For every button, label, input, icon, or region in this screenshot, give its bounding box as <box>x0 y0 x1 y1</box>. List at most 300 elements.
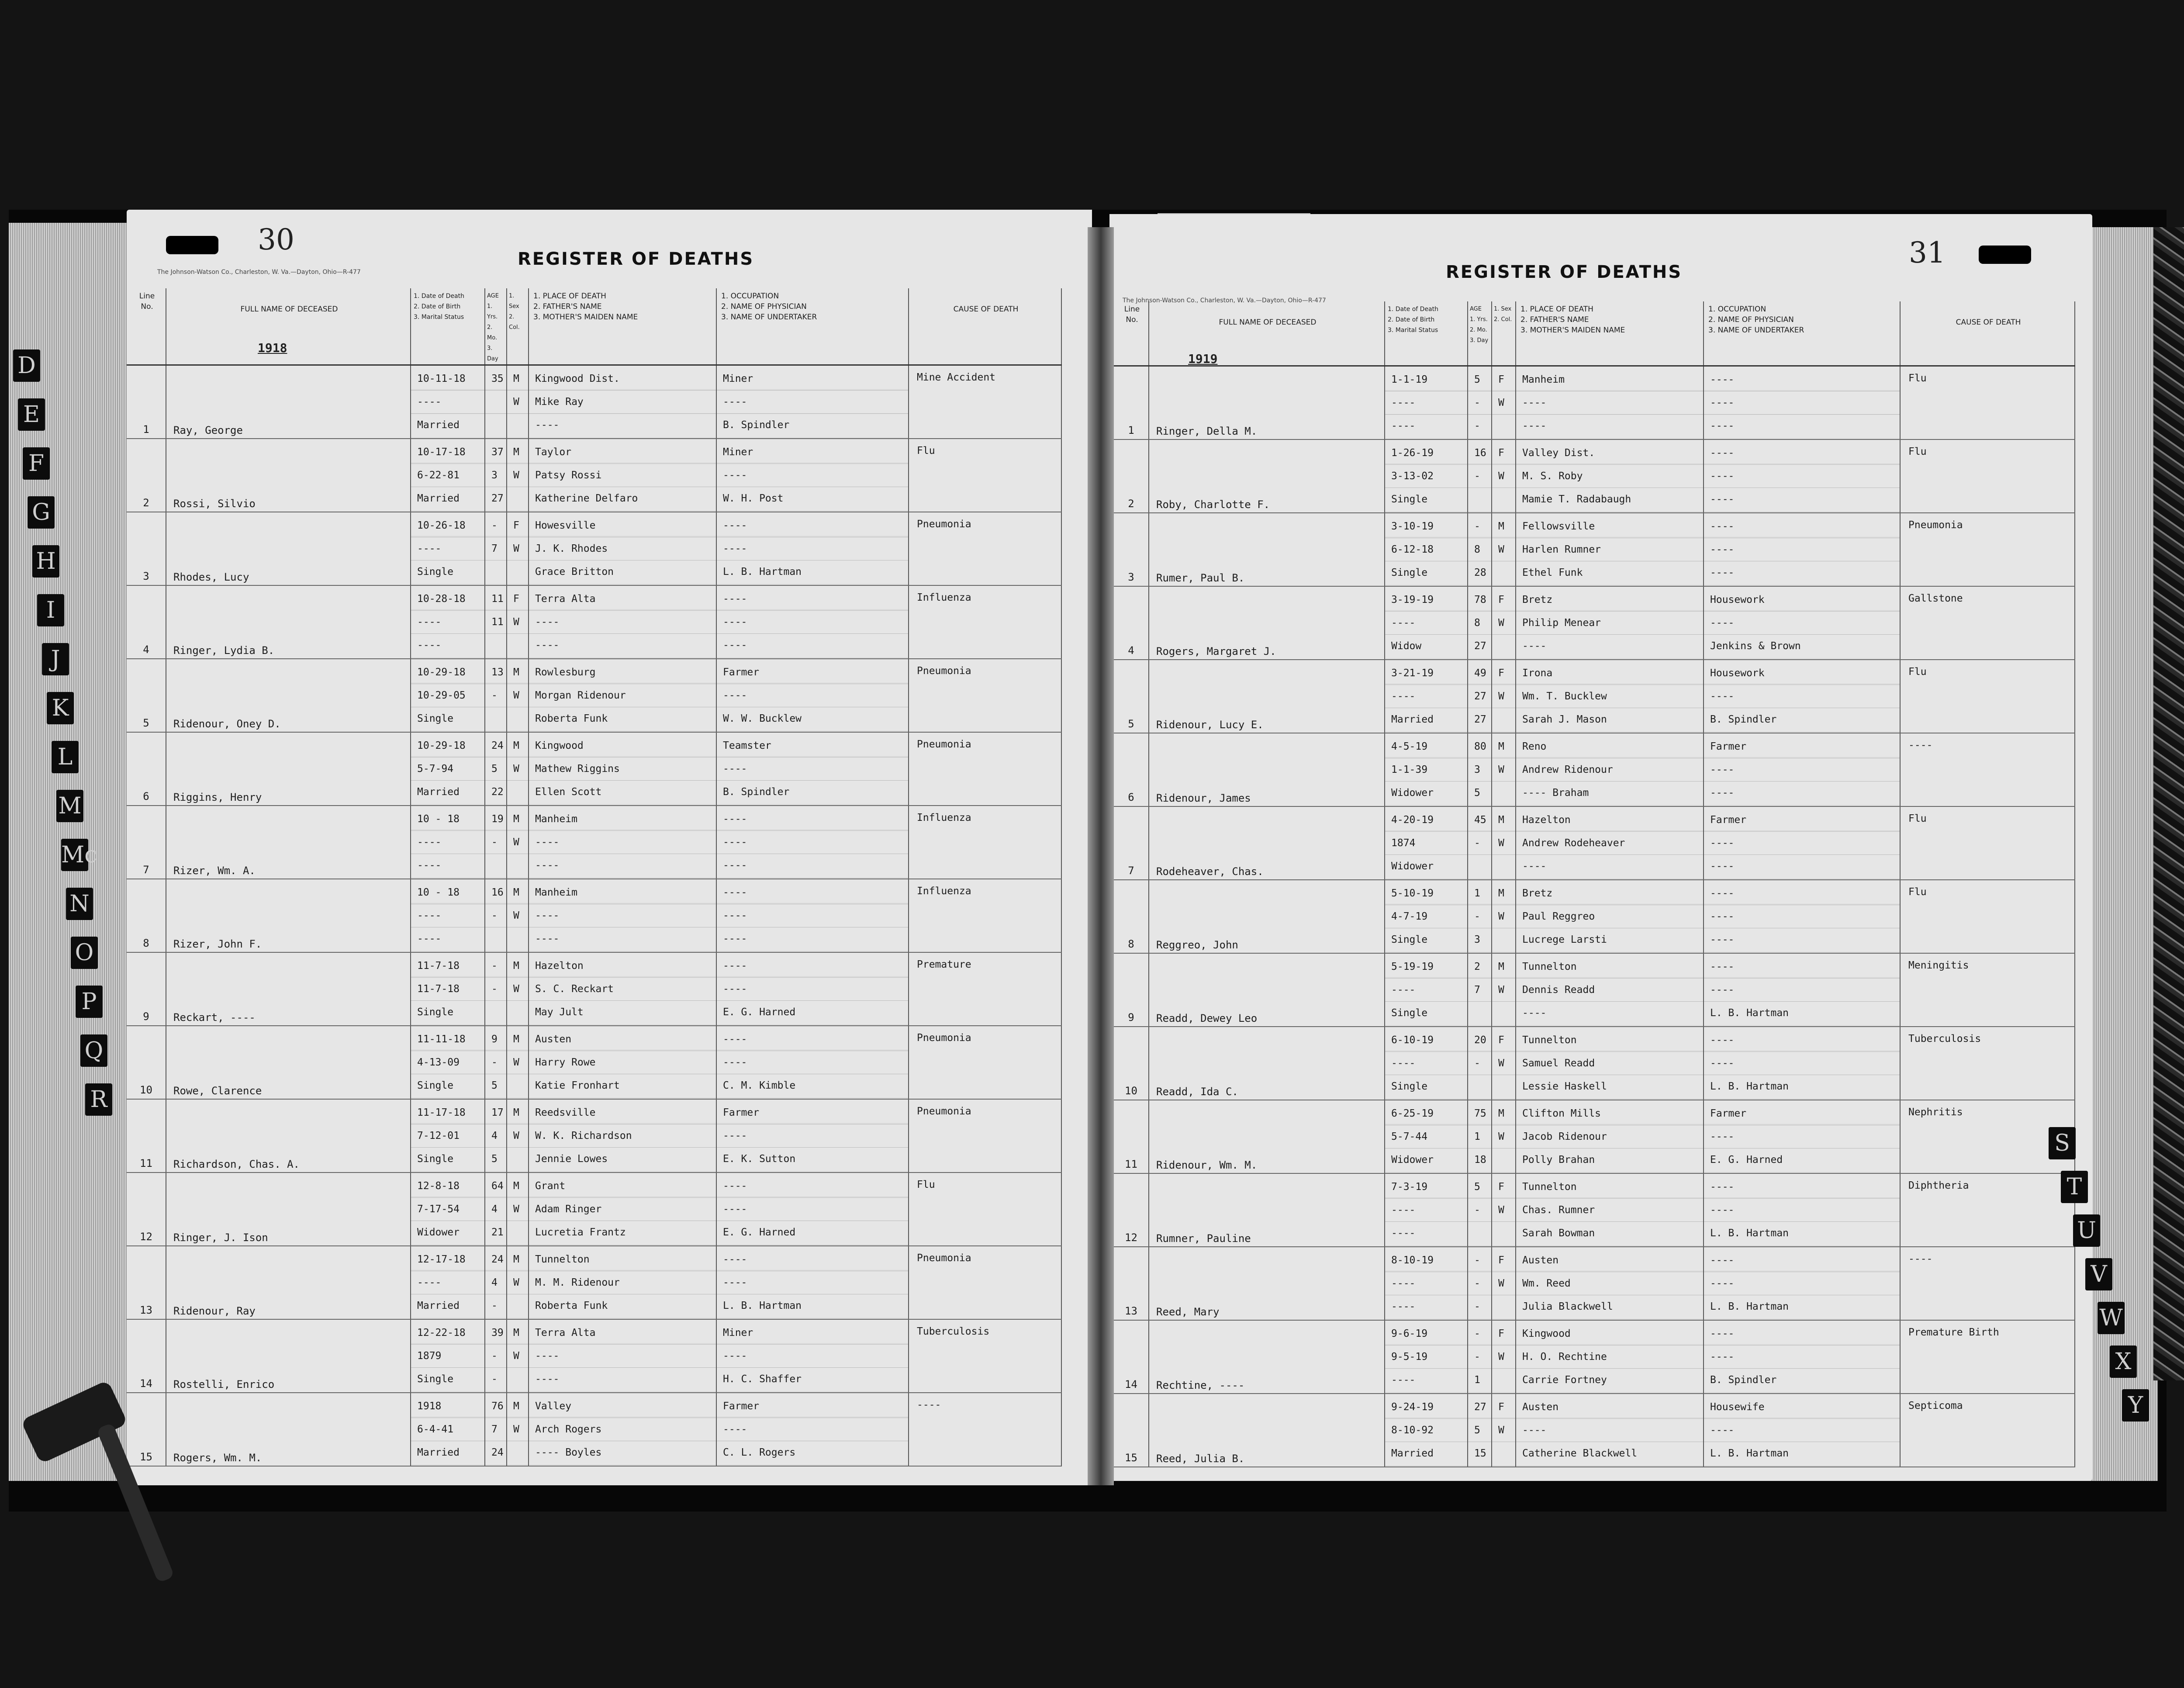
line-number: 3 <box>1128 571 1134 583</box>
place-parent-field: Mathew Riggins <box>529 758 716 781</box>
place-parent-field: Harry Rowe <box>529 1051 716 1074</box>
occupation-physician-field: B. Spindler <box>723 786 790 798</box>
age-field: 24 <box>491 1447 504 1458</box>
age-field <box>1468 1002 1491 1024</box>
age-field: 22 <box>491 786 504 798</box>
place-parent-field: Wm. T. Bucklew <box>1516 685 1703 708</box>
occupation-physician-field: ---- <box>717 1418 908 1441</box>
sex-color-field <box>507 414 528 436</box>
age-field: 11 <box>485 611 506 634</box>
age-field: 5 <box>491 1080 498 1091</box>
sex-color-field: W <box>1492 758 1515 782</box>
occupation-physician-field: Jenkins & Brown <box>1710 640 1801 652</box>
occupation-physician-field: Farmer <box>717 1395 908 1418</box>
age-field: 1 <box>1474 1374 1480 1386</box>
place-parent-field: Philip Menear <box>1516 612 1703 635</box>
sex-color-field: W <box>1492 612 1515 635</box>
place-parent-field: Samuel Readd <box>1516 1052 1703 1075</box>
age-field: - <box>485 904 506 927</box>
date-field: 3-13-02 <box>1385 465 1467 488</box>
date-field: 10-28-18 <box>411 588 484 611</box>
index-tab-m[interactable]: M <box>56 790 83 822</box>
age-field: 35 <box>485 367 506 391</box>
sex-color-field <box>1492 1222 1515 1245</box>
index-tab-r[interactable]: R <box>85 1083 112 1116</box>
sex-color-field: W <box>507 684 528 707</box>
place-parent-field: Ethel Funk <box>1522 567 1583 578</box>
sex-color-field: F <box>1492 1029 1515 1052</box>
sex-color-field <box>507 1148 528 1170</box>
date-field: ---- <box>1391 1374 1416 1386</box>
sex-color-field <box>1492 855 1515 878</box>
index-tab-d[interactable]: D <box>13 349 40 382</box>
occupation-physician-field: Housewife <box>1704 1396 1900 1419</box>
date-field: 6-12-18 <box>1385 538 1467 561</box>
right-register-page <box>1109 214 2092 1481</box>
age-field: - <box>491 1300 498 1311</box>
cause-of-death: Septicoma <box>1908 1400 1963 1411</box>
index-tab-s[interactable]: S <box>2049 1127 2076 1159</box>
deceased-name: Reggreo, John <box>1156 939 1238 951</box>
age-field: 16 <box>1468 442 1491 465</box>
header-age: AGE 1. Yrs. 2. Mo. 3. Day <box>485 288 507 365</box>
place-parent-field: Ellen Scott <box>535 786 602 798</box>
place-parent-field: Polly Brahan <box>1522 1154 1595 1166</box>
occupation-physician-field: C. L. Rogers <box>723 1447 796 1458</box>
marbled-edge <box>2153 227 2184 1380</box>
date-field: 6-4-41 <box>411 1418 484 1441</box>
date-field: Married <box>1391 714 1434 725</box>
cause-of-death: Premature Birth <box>1908 1327 1999 1338</box>
age-field: - <box>1468 1052 1491 1075</box>
occupation-physician-field: ---- <box>717 611 908 634</box>
line-number: 2 <box>1128 498 1134 510</box>
age-field: - <box>485 978 506 1001</box>
line-number: 11 <box>1125 1158 1137 1170</box>
sex-color-field <box>1492 1295 1515 1318</box>
date-field: 7-17-54 <box>411 1198 484 1221</box>
occupation-physician-field: ---- <box>717 1175 908 1198</box>
sex-color-field: W <box>1492 685 1515 708</box>
age-field: 49 <box>1468 662 1491 685</box>
occupation-physician-field: ---- <box>1704 1346 1900 1369</box>
place-parent-field: ---- <box>535 640 560 651</box>
page-title: REGISTER OF DEATHS <box>1446 262 1683 282</box>
sex-color-field <box>507 927 528 950</box>
sex-color-field: W <box>1492 1272 1515 1295</box>
age-field <box>1468 488 1491 511</box>
deceased-name: Ridenour, Ray <box>173 1305 256 1317</box>
register-entry-row <box>127 1319 1061 1393</box>
age-field: 16 <box>485 881 506 904</box>
place-parent-field: Lucretia Frantz <box>535 1227 626 1238</box>
age-field <box>485 634 506 657</box>
date-field: Widower <box>1391 861 1434 872</box>
place-parent-field: Kingwood Dist. <box>529 367 716 391</box>
place-parent-field: Irona <box>1516 662 1703 685</box>
date-field: ---- <box>1391 1228 1416 1239</box>
date-field: ---- <box>1385 612 1467 635</box>
age-field <box>485 1001 506 1024</box>
age-field: 76 <box>485 1395 506 1418</box>
deceased-name: Ringer, Lydia B. <box>173 644 275 657</box>
age-field: 39 <box>485 1321 506 1345</box>
cause-of-death: Gallstone <box>1908 593 1963 604</box>
index-tab-w[interactable]: W <box>2098 1302 2125 1334</box>
place-parent-field: ---- <box>529 904 716 927</box>
index-tab-y[interactable]: Y <box>2122 1389 2149 1422</box>
age-field: 24 <box>485 1248 506 1271</box>
age-field: 13 <box>485 661 506 684</box>
place-parent-field: Reedsville <box>529 1101 716 1124</box>
cause-of-death: Pneumonia <box>1908 519 1963 531</box>
sex-color-field: F <box>1492 442 1515 465</box>
index-tab-v[interactable]: V <box>2085 1258 2112 1290</box>
place-parent-field: Valley Dist. <box>1516 442 1703 465</box>
cause-of-death: Flu <box>1908 373 1927 384</box>
place-parent-field: ---- <box>1522 420 1547 432</box>
deceased-name: Rechtine, ---- <box>1156 1379 1245 1391</box>
date-field: ---- <box>411 904 484 927</box>
age-field: 45 <box>1468 809 1491 832</box>
publisher-note: The Johnson-Watson Co., Charleston, W. Va.—Dayton, Ohio—R-477 <box>1123 297 1326 304</box>
age-field <box>1468 1075 1491 1098</box>
year-label: 1919 <box>1188 352 1218 366</box>
sex-color-field <box>507 487 528 510</box>
age-field: 19 <box>485 808 506 831</box>
register-entry-row <box>1114 733 2075 806</box>
place-parent-field: ---- <box>529 831 716 854</box>
occupation-physician-field: B. Spindler <box>1710 1374 1777 1386</box>
date-field: Single <box>1391 1081 1428 1092</box>
deceased-name: Rowe, Clarence <box>173 1085 262 1097</box>
date-field: ---- <box>1391 1301 1416 1312</box>
cause-of-death: Pneumonia <box>917 519 971 530</box>
age-field <box>485 414 506 436</box>
sex-color-field <box>1492 1002 1515 1024</box>
date-field: ---- <box>411 537 484 560</box>
line-number: 5 <box>143 717 149 729</box>
index-tab-f[interactable]: F <box>23 447 50 480</box>
line-number: 8 <box>1128 938 1134 950</box>
index-tab-n[interactable]: N <box>66 888 93 920</box>
index-tab-t[interactable]: T <box>2061 1171 2088 1203</box>
place-parent-field: H. O. Rechtine <box>1516 1346 1703 1369</box>
sex-color-field <box>1492 1148 1515 1171</box>
sex-color-field: W <box>1492 465 1515 488</box>
date-field: 10 - 18 <box>411 881 484 904</box>
age-field <box>485 560 506 583</box>
index-tab-o[interactable]: O <box>71 937 98 969</box>
date-field: 8-10-19 <box>1385 1249 1467 1272</box>
age-field: 27 <box>1468 685 1491 708</box>
date-field: ---- <box>411 831 484 854</box>
occupation-physician-field: ---- <box>717 1124 908 1148</box>
date-field: Single <box>1391 494 1428 505</box>
index-tab-q[interactable]: Q <box>80 1034 107 1067</box>
date-field: Single <box>417 1080 454 1091</box>
date-field: 9-5-19 <box>1385 1346 1467 1369</box>
cause-of-death: Meningitis <box>1908 960 1969 971</box>
cause-of-death: Pneumonia <box>917 1252 971 1264</box>
cause-of-death: Flu <box>1908 886 1927 898</box>
sex-color-field <box>507 1294 528 1317</box>
date-field: 12-17-18 <box>411 1248 484 1271</box>
sex-color-field: M <box>507 441 528 464</box>
place-parent-field: Grace Britton <box>535 566 614 578</box>
sex-color-field <box>507 1441 528 1464</box>
deceased-name: Rostelli, Enrico <box>173 1378 275 1391</box>
occupation-physician-field: ---- <box>1704 1029 1900 1052</box>
sex-color-field: M <box>1492 1102 1515 1125</box>
line-number: 7 <box>1128 865 1134 877</box>
sex-color-field: M <box>507 661 528 684</box>
date-field: 4-20-19 <box>1385 809 1467 832</box>
date-field: 11-7-18 <box>411 955 484 978</box>
deceased-name: Rogers, Wm. M. <box>173 1452 262 1464</box>
cause-of-death: Tuberculosis <box>917 1326 990 1337</box>
line-number: 8 <box>143 937 149 949</box>
date-field: 11-11-18 <box>411 1028 484 1051</box>
index-tab-u[interactable]: U <box>2073 1214 2100 1247</box>
deceased-name: Ridenour, James <box>1156 792 1251 804</box>
date-field: ---- <box>1385 1199 1467 1222</box>
occupation-physician-field: E. G. Harned <box>723 1007 796 1018</box>
age-field: 75 <box>1468 1102 1491 1125</box>
sex-color-field: F <box>1492 662 1515 685</box>
age-field: 5 <box>491 1153 498 1165</box>
age-field: - <box>1468 391 1491 415</box>
age-field: - <box>1468 1199 1491 1222</box>
line-number: 12 <box>1125 1231 1137 1244</box>
date-field: 10-11-18 <box>411 367 484 391</box>
sex-color-field: F <box>1492 1249 1515 1272</box>
cause-of-death: Influenza <box>917 886 971 897</box>
place-parent-field: Tunnelton <box>1516 1029 1703 1052</box>
occupation-physician-field: ---- <box>1704 905 1900 928</box>
header-place: 1. PLACE OF DEATH 2. FATHER'S NAME 3. MOTHER'S MAIDEN NAME <box>1516 301 1704 366</box>
place-parent-field: ---- <box>535 933 560 944</box>
line-number: 4 <box>143 643 149 656</box>
line-number: 7 <box>143 864 149 876</box>
place-parent-field: Terra Alta <box>529 588 716 611</box>
cause-of-death: Pneumonia <box>917 1032 971 1044</box>
index-tab-h[interactable]: H <box>32 545 59 578</box>
sex-color-field: W <box>1492 1199 1515 1222</box>
sex-color-field <box>1492 635 1515 657</box>
age-field: - <box>1468 1272 1491 1295</box>
place-parent-field: Tunnelton <box>529 1248 716 1271</box>
line-number: 12 <box>140 1231 152 1243</box>
date-field: Single <box>417 1007 454 1018</box>
sex-color-field: M <box>507 955 528 978</box>
line-number: 14 <box>140 1377 152 1390</box>
occupation-physician-field: ---- <box>717 391 908 414</box>
date-field: 6-25-19 <box>1385 1102 1467 1125</box>
cause-of-death: Flu <box>917 445 935 457</box>
sex-color-field <box>1492 1075 1515 1098</box>
age-field: - <box>1468 1249 1491 1272</box>
sex-color-field: M <box>1492 735 1515 758</box>
sex-color-field: W <box>507 1198 528 1221</box>
date-field: Married <box>417 419 460 431</box>
sex-color-field <box>1492 708 1515 731</box>
occupation-physician-field: ---- <box>717 1345 908 1368</box>
line-number: 10 <box>1125 1085 1137 1097</box>
line-number: 2 <box>143 497 149 509</box>
sex-color-field: W <box>507 1051 528 1074</box>
cause-of-death: Influenza <box>917 592 971 603</box>
sex-color-field: F <box>507 514 528 537</box>
age-field: 7 <box>485 537 506 560</box>
sex-color-field <box>1492 1369 1515 1391</box>
register-entry-row <box>127 732 1061 806</box>
date-field: Widow <box>1391 640 1422 652</box>
sex-color-field <box>507 854 528 877</box>
date-field: 8-10-92 <box>1385 1419 1467 1442</box>
sex-color-field: W <box>507 1271 528 1294</box>
sex-color-field <box>1492 488 1515 511</box>
occupation-physician-field: ---- <box>1710 494 1735 505</box>
age-field: 21 <box>491 1227 504 1238</box>
age-field <box>1468 855 1491 878</box>
place-parent-field: ---- Braham <box>1522 787 1589 799</box>
register-entry-row <box>1114 1394 2075 1467</box>
occupation-physician-field: ---- <box>1710 420 1735 432</box>
index-tab-l[interactable]: L <box>52 741 79 773</box>
age-field: 4 <box>485 1124 506 1148</box>
index-tab-p[interactable]: P <box>76 986 103 1018</box>
age-field: 1 <box>1468 882 1491 905</box>
date-field: ---- <box>411 1271 484 1294</box>
age-field <box>1468 1222 1491 1245</box>
date-field: 10-29-18 <box>411 661 484 684</box>
sex-color-field <box>507 560 528 583</box>
sex-color-field: W <box>507 537 528 560</box>
age-field <box>485 854 506 877</box>
date-field: Single <box>417 566 454 578</box>
occupation-physician-field: W. H. Post <box>723 493 784 504</box>
index-tab-e[interactable]: E <box>18 398 45 431</box>
age-field: - <box>485 831 506 854</box>
sex-color-field <box>1492 561 1515 584</box>
date-field: 10 - 18 <box>411 808 484 831</box>
date-field: Married <box>1391 1448 1434 1459</box>
place-parent-field: ---- Boyles <box>535 1447 602 1458</box>
page-title: REGISTER OF DEATHS <box>518 249 754 269</box>
age-field: 18 <box>1474 1154 1486 1166</box>
sex-color-field: W <box>1492 1125 1515 1148</box>
occupation-physician-field: ---- <box>717 978 908 1001</box>
year-label: 1918 <box>258 341 287 355</box>
sex-color-field: M <box>507 808 528 831</box>
deceased-name: Rizer, Wm. A. <box>173 865 256 877</box>
header-dates: 1. Date of Death 2. Date of Birth 3. Marital Status <box>1385 301 1468 366</box>
age-field: - <box>1468 1346 1491 1369</box>
index-tab-i[interactable]: I <box>37 594 64 626</box>
header-place: 1. PLACE OF DEATH 2. FATHER'S NAME 3. MOTHER'S MAIDEN NAME <box>529 288 716 365</box>
age-field: 8 <box>1468 538 1491 561</box>
occupation-physician-field: ---- <box>1710 861 1735 872</box>
age-field: 28 <box>1474 567 1486 578</box>
header-line-no: Line No. <box>1114 301 1149 366</box>
place-parent-field: Terra Alta <box>529 1321 716 1345</box>
date-field: Single <box>417 1153 454 1165</box>
place-parent-field: Jacob Ridenour <box>1516 1125 1703 1148</box>
index-tab-x[interactable]: X <box>2110 1346 2137 1378</box>
cause-of-death: ---- <box>1908 740 1933 751</box>
sex-color-field: M <box>507 734 528 758</box>
sex-color-field: W <box>1492 538 1515 561</box>
place-parent-field: ---- <box>1516 391 1703 415</box>
age-field: 27 <box>1474 640 1486 652</box>
date-field: Single <box>417 713 454 724</box>
register-entry-row <box>127 659 1061 732</box>
occupation-physician-field: ---- <box>1710 787 1735 799</box>
date-field: Single <box>1391 1007 1428 1019</box>
sex-color-field: F <box>507 588 528 611</box>
place-parent-field: Valley <box>529 1395 716 1418</box>
line-number: 14 <box>1125 1378 1137 1391</box>
place-parent-field: Sarah J. Mason <box>1522 714 1607 725</box>
sex-color-field <box>1492 415 1515 437</box>
date-field: ---- <box>417 860 442 871</box>
index-tab-mc[interactable]: Mc <box>61 839 88 871</box>
place-parent-field: Patsy Rossi <box>529 464 716 487</box>
sex-color-field <box>1492 782 1515 804</box>
register-entry-row <box>1114 513 2075 586</box>
page-number: 31 <box>1909 236 1946 270</box>
age-field: - <box>1474 420 1480 432</box>
age-field: 24 <box>485 734 506 758</box>
date-field: 11-17-18 <box>411 1101 484 1124</box>
sex-color-field: M <box>507 367 528 391</box>
occupation-physician-field: E. G. Harned <box>1710 1154 1783 1166</box>
date-field: 1-1-19 <box>1385 368 1467 391</box>
register-entry-row <box>1114 366 2075 440</box>
cause-of-death: Influenza <box>917 812 971 823</box>
occupation-physician-field: ---- <box>1704 1272 1900 1295</box>
date-field: 6-22-81 <box>411 464 484 487</box>
sex-color-field <box>1492 1442 1515 1465</box>
date-field: 9-6-19 <box>1385 1322 1467 1346</box>
header-age: AGE 1. Yrs. 2. Mo. 3. Day <box>1468 301 1492 366</box>
cause-of-death: Flu <box>917 1179 935 1190</box>
place-parent-field: Austen <box>1516 1249 1703 1272</box>
sex-color-field: W <box>1492 1419 1515 1442</box>
age-field: - <box>1468 905 1491 928</box>
occupation-physician-field: L. B. Hartman <box>1710 1081 1789 1092</box>
place-parent-field: Carrie Fortney <box>1522 1374 1607 1386</box>
place-parent-field: Austen <box>1516 1396 1703 1419</box>
index-tab-k[interactable]: K <box>47 692 74 724</box>
age-field: 78 <box>1468 588 1491 612</box>
sex-color-field: W <box>1492 1346 1515 1369</box>
age-field: - <box>1468 832 1491 855</box>
index-tab-g[interactable]: G <box>28 496 55 529</box>
place-parent-field: May Jult <box>535 1007 584 1018</box>
cause-of-death: Flu <box>1908 446 1927 457</box>
index-tab-j[interactable]: J <box>42 643 69 675</box>
date-field: ---- <box>417 933 442 944</box>
deceased-name: Readd, Ida C. <box>1156 1086 1238 1098</box>
date-field: 5-7-94 <box>411 758 484 781</box>
cause-of-death: Premature <box>917 959 971 970</box>
occupation-physician-field: L. B. Hartman <box>1710 1228 1789 1239</box>
register-entry-row <box>127 879 1061 952</box>
place-parent-field: Adam Ringer <box>529 1198 716 1221</box>
occupation-physician-field: ---- <box>723 640 747 651</box>
